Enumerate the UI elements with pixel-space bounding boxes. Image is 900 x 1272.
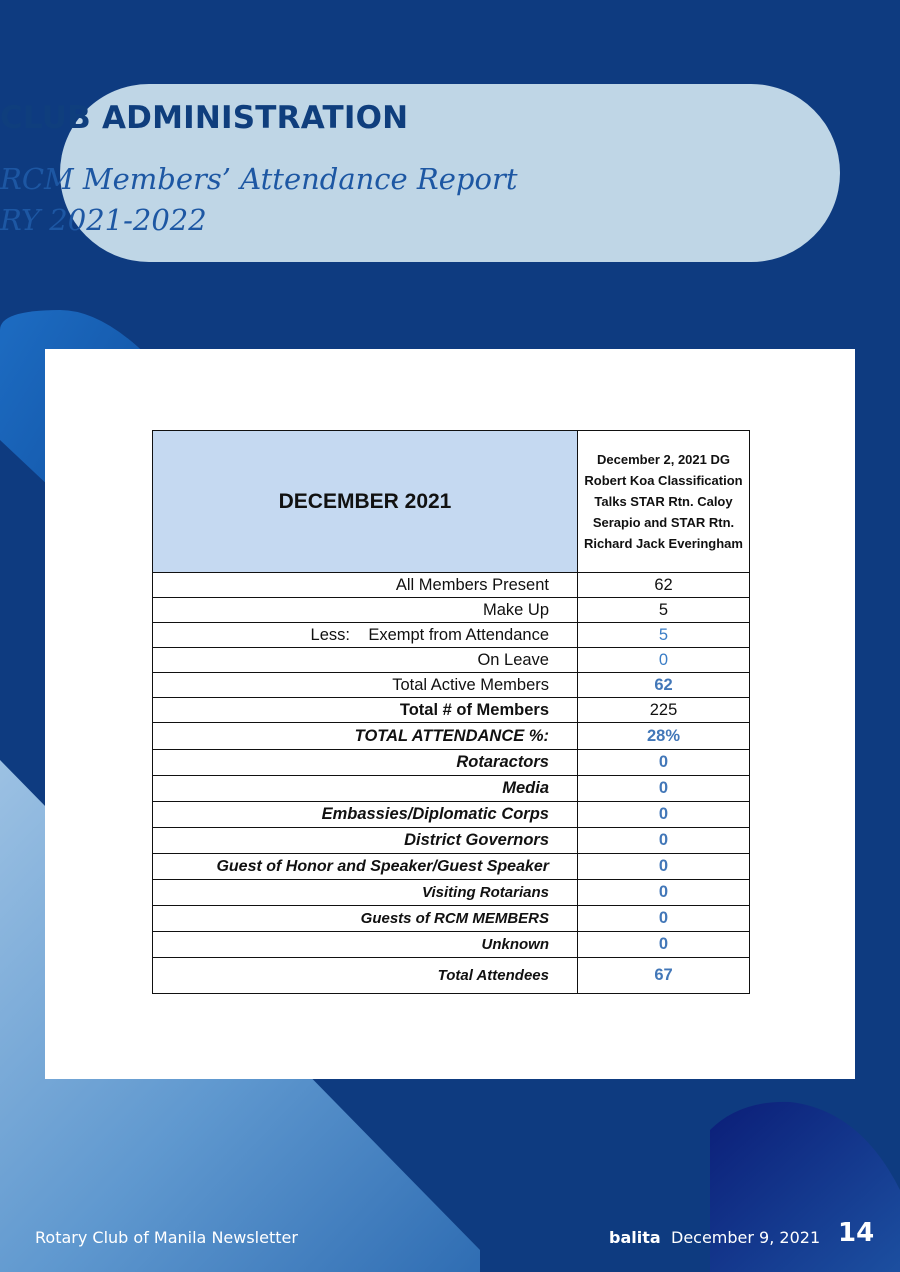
page-title: CLUB ADMINISTRATION: [0, 100, 409, 136]
table-row: [153, 802, 750, 828]
report-subtitle: RCM Members’ Attendance Report: [0, 162, 518, 196]
row-value: 225: [578, 698, 750, 723]
row-label: Total # of Members: [153, 698, 578, 723]
row-value: 0: [578, 932, 750, 958]
row-value: 5: [578, 598, 750, 623]
row-label: Guests of RCM MEMBERS: [153, 906, 578, 932]
row-value: 0: [578, 776, 750, 802]
row-value: 0: [578, 750, 750, 776]
row-value: 0: [578, 880, 750, 906]
table-row: [153, 698, 750, 723]
row-label: Rotaractors: [153, 750, 578, 776]
newsletter-name: Rotary Club of Manila Newsletter: [35, 1228, 298, 1247]
table-row: [153, 648, 750, 673]
row-value: 62: [578, 573, 750, 598]
table-header-row: [153, 431, 750, 573]
row-label: TOTAL ATTENDANCE %:: [153, 723, 578, 750]
row-label: Total Attendees: [153, 958, 578, 994]
row-label: Embassies/Diplomatic Corps: [153, 802, 578, 828]
table-row: [153, 958, 750, 994]
row-label: Total Active Members: [153, 673, 578, 698]
row-label: District Governors: [153, 828, 578, 854]
row-label: Guest of Honor and Speaker/Guest Speaker: [153, 854, 578, 880]
row-label: Make Up: [153, 598, 578, 623]
row-value: 0: [578, 828, 750, 854]
row-label: Media: [153, 776, 578, 802]
row-value: 0: [578, 906, 750, 932]
newsletter-brand: balita: [609, 1228, 661, 1247]
table-row: [153, 906, 750, 932]
row-value: 0: [578, 648, 750, 673]
row-label: On Leave: [153, 648, 578, 673]
table-row: [153, 932, 750, 958]
table-row: [153, 880, 750, 906]
attendance-table: [152, 430, 750, 994]
row-label: Unknown: [153, 932, 578, 958]
row-value: 67: [578, 958, 750, 994]
table-row: [153, 573, 750, 598]
table-row: [153, 673, 750, 698]
row-label: All Members Present: [153, 573, 578, 598]
month-heading: DECEMBER 2021: [153, 431, 578, 573]
table-row: [153, 750, 750, 776]
report-year: RY 2021-2022: [0, 203, 207, 237]
row-value: 5: [578, 623, 750, 648]
table-row: [153, 623, 750, 648]
row-value: 0: [578, 802, 750, 828]
table-row: [153, 828, 750, 854]
issue-date: December 9, 2021: [671, 1228, 821, 1247]
meeting-description: December 2, 2021 DG Robert Koa Classification Talks STAR Rtn. Caloy Serapio and STAR Rtn. Richard Jack Everingham: [578, 431, 750, 573]
row-value: 28%: [578, 723, 750, 750]
row-value: 62: [578, 673, 750, 698]
row-value: 0: [578, 854, 750, 880]
row-label: Less: Exempt from Attendance: [153, 623, 578, 648]
table-row: [153, 776, 750, 802]
table-row: [153, 723, 750, 750]
row-label: Visiting Rotarians: [153, 880, 578, 906]
page-number: 14: [838, 1218, 875, 1248]
table-row: [153, 598, 750, 623]
table-row: [153, 854, 750, 880]
